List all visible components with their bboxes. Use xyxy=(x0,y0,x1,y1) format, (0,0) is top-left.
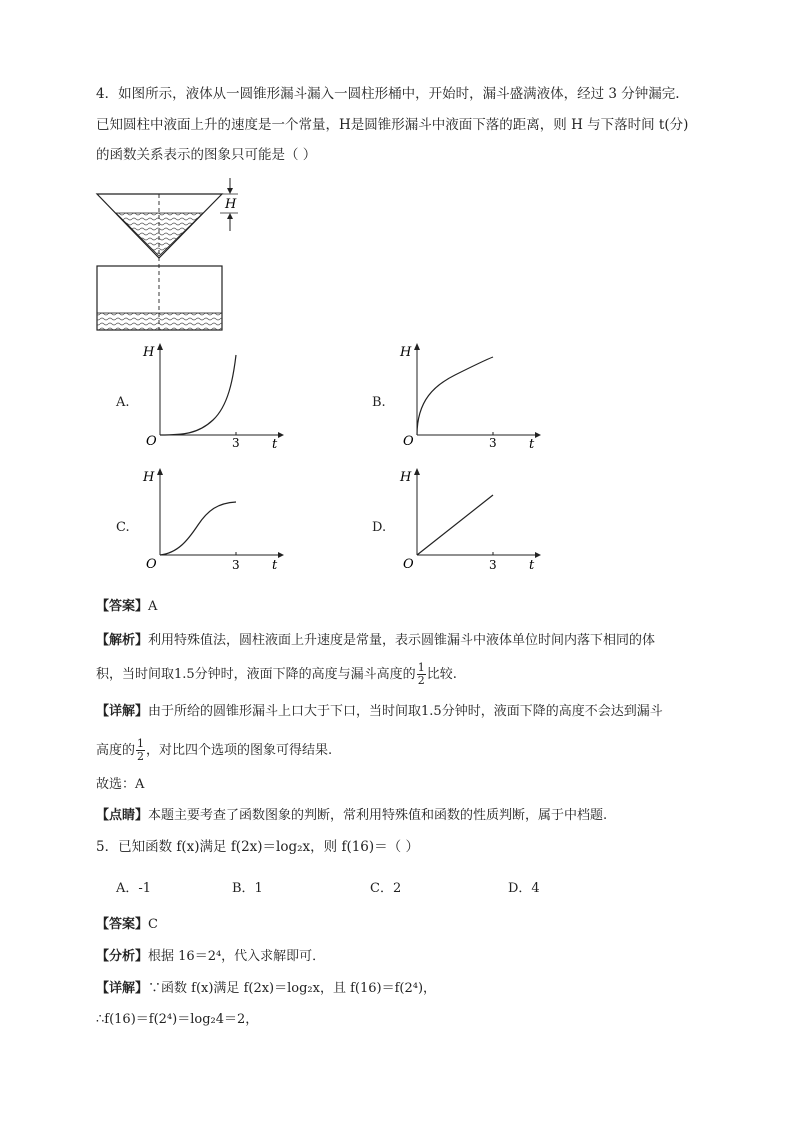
graph-a-O: O xyxy=(146,434,157,449)
one-half-fraction-2 xyxy=(136,738,145,763)
q4-detail-tag: 【详解】 xyxy=(96,704,149,719)
q5-detail-tag: 【详解】 xyxy=(96,981,149,996)
graph-c-t: t xyxy=(272,558,278,573)
q4-choose: 故选：A xyxy=(96,777,145,792)
q5-choice-c[interactable]: C．2 xyxy=(370,881,402,896)
q5-answer xyxy=(96,916,158,934)
q4-detail-2 xyxy=(96,738,332,763)
q4-answer xyxy=(96,598,157,616)
frac-num-2: 1 xyxy=(137,737,145,750)
option-c-label[interactable]: C. xyxy=(116,520,130,535)
q4-detail-text-2b: ，对比四个选项的图象可得结果. xyxy=(146,743,333,758)
graph-a-tick-3: 3 xyxy=(232,436,240,450)
q5-analysis xyxy=(96,948,325,966)
graph-a-t: t xyxy=(272,437,278,450)
q4-analysis-text-2a: 积，当时间取1.5分钟时，液面下降的高度与漏斗高度的 xyxy=(96,667,416,682)
q5-analysis-tag: 【分析】 xyxy=(96,949,149,964)
graph-d xyxy=(395,465,545,575)
graph-c-O: O xyxy=(146,557,157,572)
option-d-label[interactable]: D. xyxy=(372,520,387,535)
graph-c-H: H xyxy=(143,470,155,485)
q5-detail-text-1: ∵函数 f(x)满足 f(2x)＝log₂x，且 f(16)＝f(2⁴)， xyxy=(148,981,437,996)
graph-a-H: H xyxy=(143,345,155,360)
frac-den-2: 2 xyxy=(137,750,145,763)
graph-a xyxy=(138,340,288,450)
q5-stem: 5．已知函数 f(x)满足 f(2x)＝log₂x，则 f(16)＝（ ） xyxy=(96,839,419,855)
option-a-label[interactable]: A. xyxy=(116,395,130,410)
graph-c xyxy=(138,465,288,575)
graph-d-tick-3: 3 xyxy=(489,558,497,572)
option-b-label[interactable]: B. xyxy=(372,395,386,410)
graph-b-O: O xyxy=(403,434,414,449)
graph-d-O: O xyxy=(403,557,414,572)
q4-detail-1 xyxy=(96,703,663,721)
graph-d-H: H xyxy=(400,470,412,485)
frac-den: 2 xyxy=(417,674,425,687)
funnel-H-label: H xyxy=(225,197,237,212)
q5-analysis-text: 根据 16＝2⁴，代入求解即可． xyxy=(148,949,326,964)
graph-b-tick-3: 3 xyxy=(489,436,497,450)
q5-choice-a[interactable]: A．-1 xyxy=(116,881,152,896)
q4-comment-tag: 【点睛】 xyxy=(96,808,149,823)
q5-answer-value: C xyxy=(148,917,158,932)
q4-analysis-text-2b: 比较. xyxy=(426,667,457,682)
frac-num: 1 xyxy=(417,661,425,674)
q5-choice-d[interactable]: D．4 xyxy=(508,881,540,896)
one-half-fraction xyxy=(417,662,426,687)
graph-b-t: t xyxy=(529,437,535,450)
q5-detail-1 xyxy=(96,980,436,998)
graph-d-t: t xyxy=(529,558,535,573)
q4-detail-text-1: 由于所给的圆锥形漏斗上口大于下口，当时间取1.5分钟时，液面下降的高度不会达到漏斗 xyxy=(148,704,663,719)
q4-stem-line2: 已知圆柱中液面上升的速度是一个常量，H是圆锥形漏斗中液面下落的距离，则 H 与下落时间 t(分) xyxy=(96,117,689,133)
graph-b xyxy=(395,340,545,450)
graph-c-tick-3: 3 xyxy=(232,558,240,572)
q4-detail-text-2a: 高度的 xyxy=(96,743,136,758)
q4-answer-tag: 【答案】 xyxy=(96,599,149,614)
funnel-cylinder-figure xyxy=(92,176,252,334)
graph-b-H: H xyxy=(400,345,412,360)
q4-analysis-tag: 【解析】 xyxy=(96,633,149,648)
q4-stem-line1: 4．如图所示，液体从一圆锥形漏斗漏入一圆柱形桶中，开始时，漏斗盛满液体，经过 3 分钟漏完. xyxy=(96,86,680,102)
q4-analysis-2 xyxy=(96,662,457,687)
q4-comment-text: 本题主要考查了函数图象的判断，常利用特殊值和函数的性质判断，属于中档题. xyxy=(148,808,608,823)
q4-answer-value: A xyxy=(148,599,158,614)
q4-analysis-text-1: 利用特殊值法，圆柱液面上升速度是常量，表示圆锥漏斗中液体单位时间内落下相同的体 xyxy=(148,633,656,648)
q4-analysis-1 xyxy=(96,632,655,650)
q4-stem-line3: 的函数关系表示的图象只可能是（ ） xyxy=(96,147,317,163)
q5-detail-2: ∴f(16)＝f(2⁴)＝log₂4＝2， xyxy=(96,1012,259,1027)
q4-comment xyxy=(96,807,607,825)
q5-answer-tag: 【答案】 xyxy=(96,917,149,932)
q5-choice-b[interactable]: B．1 xyxy=(232,881,263,896)
